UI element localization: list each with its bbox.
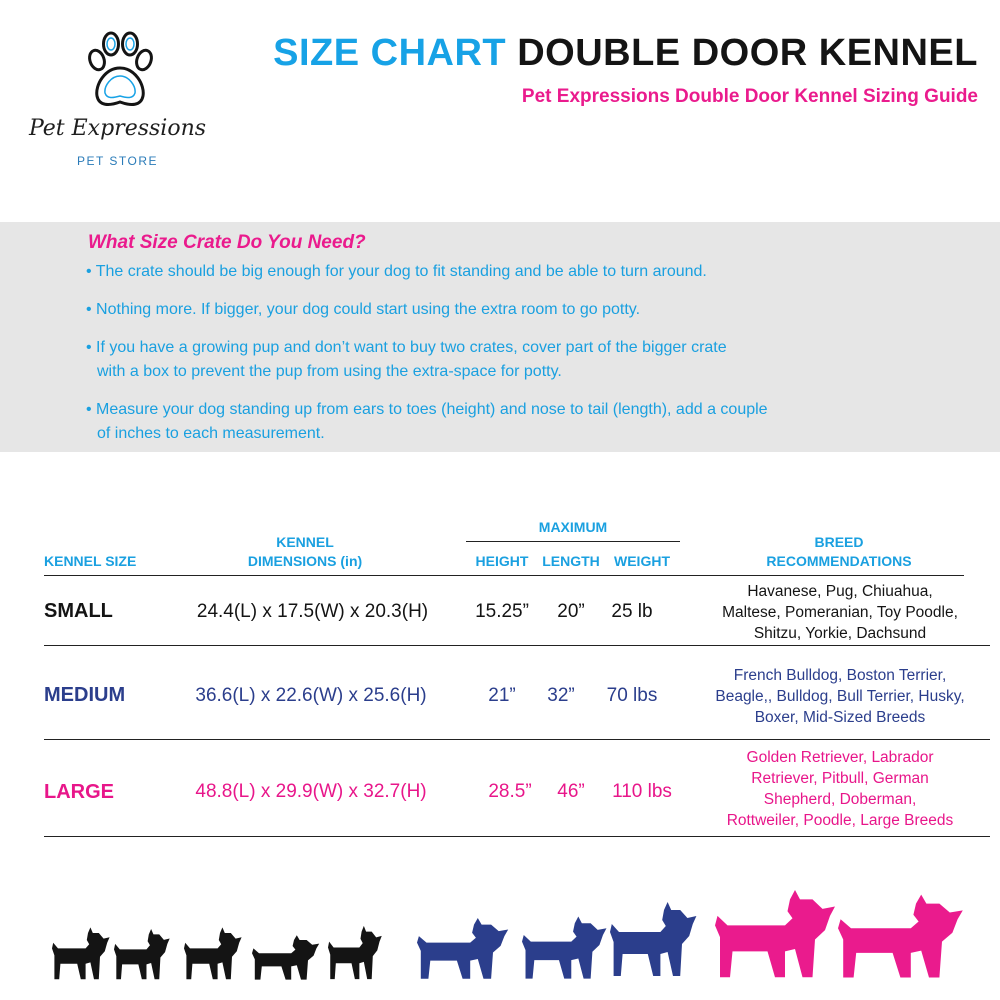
header-dimensions: KENNEL DIMENSIONS (in) [247, 534, 363, 569]
small-dog-silhouette-icon [52, 927, 110, 979]
kennel-dimensions: 36.6(L) x 22.6(W) x 25.6(H) [195, 685, 427, 706]
dog-silhouettes [0, 870, 1000, 990]
breed-recommendations: French Bulldog, Boston Terrier, Beagle,, Bulldog, Bull Terrier, Husky, Boxer, Mid-Sized Breeds [715, 667, 965, 726]
tip-bullet: • Nothing more. If bigger, your dog could start using the extra room to go potty. [86, 301, 641, 318]
header-maximum: MAXIMUM [538, 519, 608, 535]
row-divider [44, 836, 990, 837]
kennel-size-label: SMALL [44, 600, 113, 622]
small-dog-silhouette-icon [184, 927, 242, 979]
tips-heading: What Size Crate Do You Need? [88, 232, 366, 253]
max-weight: 25 lb [611, 601, 653, 622]
logo-subtitle: PET STORE [76, 154, 159, 168]
page-title [273, 32, 978, 75]
tip-bullet: • If you have a growing pup and don’t want to buy two crates, cover part of the bigger crate with a box to prevent the pup from using the extra-space for potty. [86, 339, 727, 380]
kennel-dimensions: 48.8(L) x 29.9(W) x 32.7(H) [195, 781, 427, 802]
kennel-dimensions: 24.4(L) x 17.5(W) x 20.3(H) [196, 601, 429, 622]
kennel-size-label: LARGE [44, 781, 114, 803]
paw-print-icon [85, 30, 155, 115]
row-divider [44, 645, 990, 646]
tip-bullet: • Measure your dog standing up from ears to toes (height) and nose to tail (length), add a couple of inches to each measurement. [86, 401, 768, 442]
header-weight: WEIGHT [614, 553, 670, 569]
max-length: 20” [557, 601, 585, 622]
large-dog-silhouette-icon [715, 890, 835, 977]
row-divider [44, 739, 990, 740]
sizing-tips-panel [0, 222, 1000, 452]
max-length: 46” [557, 781, 585, 802]
header-kennel-size: KENNEL SIZE [44, 553, 137, 569]
max-height: 28.5” [488, 781, 532, 802]
breed-recommendations: Golden Retriever, Labrador Retriever, Pitbull, German Shepherd, Doberman, Rottweiler, Poodle, Large Breeds [726, 749, 954, 829]
page-subtitle: Pet Expressions Double Door Kennel Sizing Guide [521, 86, 978, 107]
header-length: LENGTH [542, 553, 600, 569]
breed-recommendations: Havanese, Pug, Chiuahua, Maltese, Pomeranian, Toy Poodle, Shitzu, Yorkie, Dachsund [722, 583, 958, 642]
store-logo [20, 20, 220, 168]
small-dog-silhouette-icon [328, 926, 382, 979]
maximum-divider [466, 541, 680, 542]
header-breed: BREED RECOMMENDATIONS [766, 534, 912, 569]
logo-name: Pet Expressions [28, 116, 207, 141]
medium-dog-silhouette-icon [417, 918, 508, 979]
small-dog-silhouette-icon [114, 929, 170, 979]
kennel-size-label: MEDIUM [44, 684, 126, 706]
medium-dog-silhouette-icon [522, 916, 606, 978]
large-dog-silhouette-icon [838, 895, 963, 978]
small-dog-silhouette-icon [252, 935, 319, 979]
title-size-chart: SIZE CHART [273, 32, 507, 74]
header-height: HEIGHT [475, 553, 529, 569]
max-weight: 70 lbs [606, 685, 658, 706]
max-weight: 110 lbs [612, 781, 672, 802]
max-length: 32” [547, 685, 575, 706]
row-divider [44, 575, 964, 576]
title-product: DOUBLE DOOR KENNEL [517, 32, 978, 74]
max-height: 21” [488, 685, 516, 706]
tip-bullet: • The crate should be big enough for your dog to fit standing and be able to turn around. [86, 263, 707, 280]
medium-dog-silhouette-icon [610, 902, 696, 976]
max-height: 15.25” [475, 601, 529, 622]
